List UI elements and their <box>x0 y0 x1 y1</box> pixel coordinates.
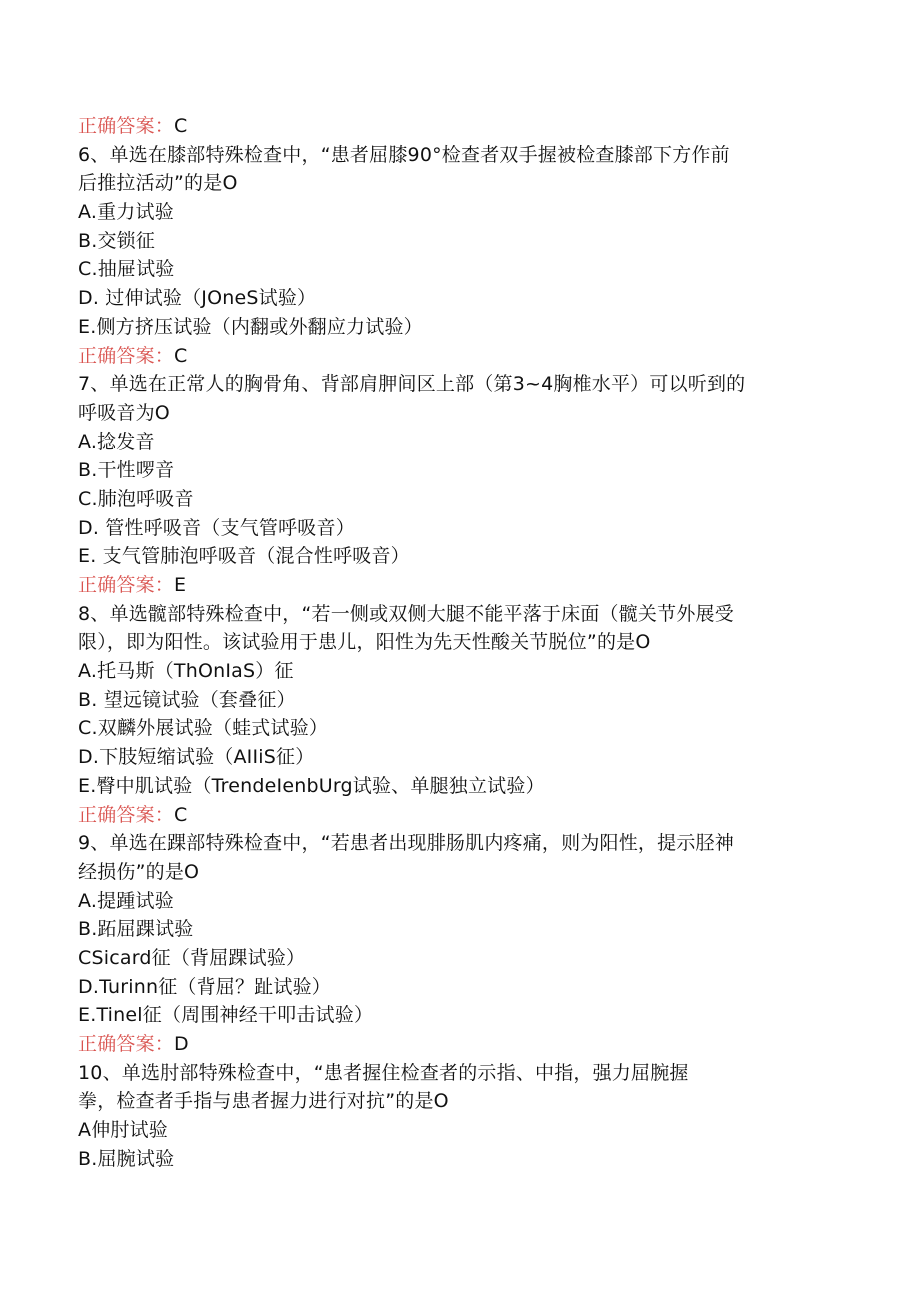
answer-value: E <box>174 574 187 596</box>
option-c: C.双麟外展试验（蛙式试验） <box>78 717 329 740</box>
question-stem-line: 呼吸音为O <box>78 401 170 424</box>
option-e: E.臀中肌试验（TrendeIenbUrg试验、单腿独立试验） <box>78 774 545 797</box>
answer-value: C <box>174 803 188 826</box>
answer-label: 正确答案： <box>78 574 175 596</box>
option-d: D.下肢短缩试验（AIIiS征） <box>78 746 315 769</box>
answer-line <box>78 801 838 830</box>
option-b: B.交锁征 <box>78 229 156 252</box>
option-b: B.干性啰音 <box>78 459 175 482</box>
answer-line <box>78 342 838 371</box>
question-stem-line: 拳，检查者手指与患者握力进行对抗”的是O <box>78 1090 449 1113</box>
option-a: A.重力试验 <box>78 201 174 224</box>
option-c: C.抽屉试验 <box>78 258 175 281</box>
answer-value: D <box>174 1033 189 1055</box>
question-stem-line: 9、单选在踝部特殊检查中，“若患者出现腓肠肌内疼痛，则为阳性，提示胫神 <box>78 832 734 855</box>
answer-value: C <box>174 115 188 137</box>
answer-value: C <box>174 344 188 367</box>
answer-label: 正确答案： <box>78 803 175 826</box>
question-stem-line: 后推拉活动”的是O <box>78 172 238 195</box>
option-a: A.提踵试验 <box>78 889 174 912</box>
answer-label: 正确答案： <box>78 1033 175 1055</box>
option-c: C.肺泡呼吸音 <box>78 487 194 510</box>
option-a: A.捻发音 <box>78 430 155 453</box>
option-e: E.侧方挤压试验（内翻或外翻应力试验） <box>78 315 423 338</box>
answer-label: 正确答案： <box>78 344 175 367</box>
question-stem-line: 8、单选髋部特殊检查中，“若一侧或双侧大腿不能平落于床面（髋关节外展受 <box>78 602 734 625</box>
option-d: D.Turinn征（背屈？趾试验） <box>78 975 332 998</box>
option-b: B.跖屈踝试验 <box>78 918 194 941</box>
answer-label: 正确答案： <box>78 115 175 137</box>
question-stem-line: 7、单选在正常人的胸骨角、背部肩胛间区上部（第3~4胸椎水平）可以听到的 <box>78 373 746 396</box>
option-d: D. 过伸试验（JOneS试验） <box>78 287 317 310</box>
question-10 <box>78 1059 838 1174</box>
question-6 <box>78 141 838 371</box>
answer-line <box>78 112 838 141</box>
option-b: B. 望远镜试验（套叠征） <box>78 688 296 711</box>
option-b: B.屈腕试验 <box>78 1147 175 1170</box>
answer-line <box>78 1030 838 1059</box>
question-stem-line: 6、单选在膝部特殊检查中，“患者屈膝90°检查者双手握被检查膝部下方作前 <box>78 143 730 166</box>
question-stem-line: 10、单选肘部特殊检查中，“患者握住检查者的示指、中指，强力屈腕握 <box>78 1061 689 1084</box>
question-8 <box>78 600 838 830</box>
question-stem-line: 经损伤”的是O <box>78 860 200 883</box>
option-a: A.托马斯（ThOnIaS）征 <box>78 660 294 683</box>
option-d: D. 管性呼吸音（支气管呼吸音） <box>78 516 355 539</box>
exam-document <box>78 112 838 1173</box>
answer-line <box>78 571 838 600</box>
option-e: E. 支气管肺泡呼吸音（混合性呼吸音） <box>78 545 410 568</box>
question-7 <box>78 370 838 600</box>
option-e: E.Tinel征（周围神经干叩击试验） <box>78 1004 374 1027</box>
question-stem-line: 限），即为阳性。该试验用于患儿，阳性为先天性酸关节脱位”的是O <box>78 631 651 654</box>
option-c: CSicard征（背屈踝试验） <box>78 946 306 969</box>
question-9 <box>78 829 838 1059</box>
option-a: A伸肘试验 <box>78 1119 168 1142</box>
